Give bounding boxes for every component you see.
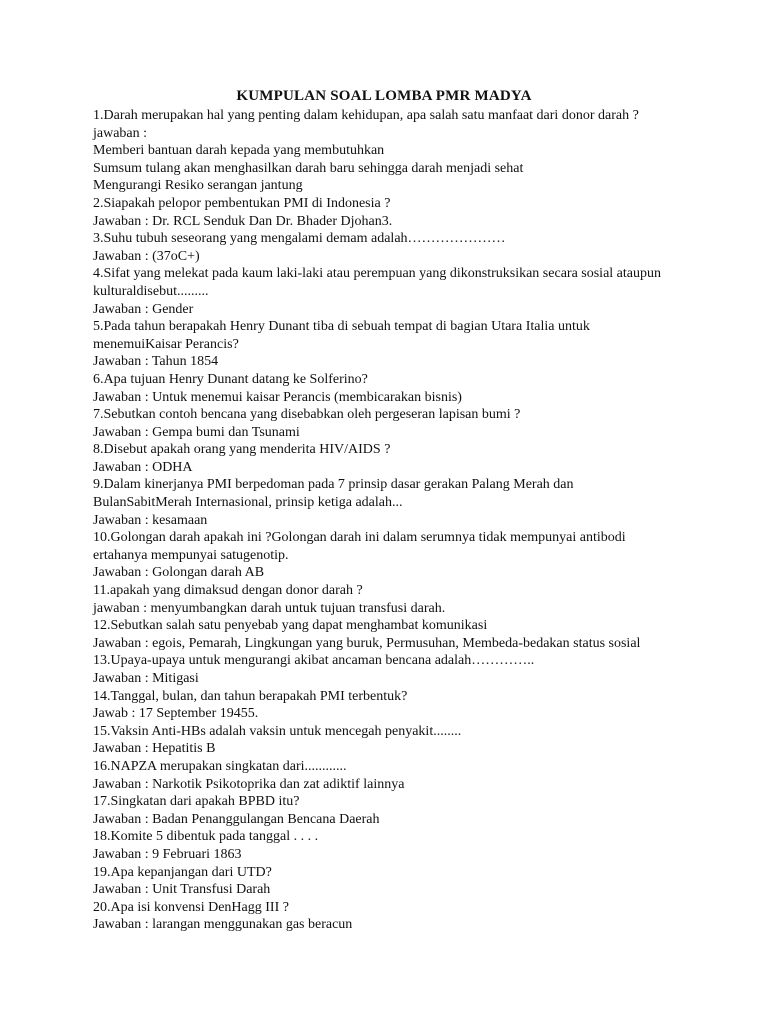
text-line: Jawaban : 9 Februari 1863 xyxy=(93,846,242,862)
text-line: menemuiKaisar Perancis? xyxy=(93,336,239,352)
text-line: 10.Golongan darah apakah ini ?Golongan darah ini dalam serumnya tidak mempunyai antibodi xyxy=(93,530,626,546)
text-line: 20.Apa isi konvensi DenHagg III ? xyxy=(93,899,289,915)
document-title: KUMPULAN SOAL LOMBA PMR MADYA xyxy=(236,88,532,104)
text-line: Jawaban : Tahun 1854 xyxy=(93,354,219,370)
text-line: 6.Apa tujuan Henry Dunant datang ke Solferino? xyxy=(93,371,368,387)
text-line: Jawaban : Narkotik Psikotoprika dan zat adiktif lainnya xyxy=(93,776,405,792)
text-line: 14.Tanggal, bulan, dan tahun berapakah PMI terbentuk? xyxy=(93,688,408,704)
text-line: Jawaban : Golongan darah AB xyxy=(93,565,265,581)
text-line: 16.NAPZA merupakan singkatan dari............ xyxy=(93,758,347,774)
text-line: Jawaban : Gender xyxy=(93,301,194,317)
text-line: 8.Disebut apakah orang yang menderita HIV/AIDS ? xyxy=(93,442,391,458)
text-line: Jawaban : Hepatitis B xyxy=(93,741,216,757)
text-line: Jawaban : larangan menggunakan gas beracun xyxy=(93,917,353,933)
text-line: ertahanya mempunyai satugenotip. xyxy=(93,547,289,563)
text-line: 15.Vaksin Anti-HBs adalah vaksin untuk mencegah penyakit........ xyxy=(93,723,462,739)
text-line: 2.Siapakah pelopor pembentukan PMI di Indonesia ? xyxy=(93,195,391,211)
text-line: 9.Dalam kinerjanya PMI berpedoman pada 7 prinsip dasar gerakan Palang Merah dan xyxy=(93,477,574,493)
text-line: Jawaban : egois, Pemarah, Lingkungan yang buruk, Permusuhan, Membeda-bedakan status sosial xyxy=(93,635,641,651)
text-line: 1.Darah merupakan hal yang penting dalam kehidupan, apa salah satu manfaat dari donor darah ? xyxy=(93,108,639,123)
text-line: 4.Sifat yang melekat pada kaum laki-laki atau perempuan yang dikonstruksikan secara sosial ataupun xyxy=(93,266,661,282)
text-line: 3.Suhu tubuh seseorang yang mengalami demam adalah………………… xyxy=(93,231,506,247)
text-line: Jawaban : Unit Transfusi Darah xyxy=(93,882,271,898)
text-line: Jawab : 17 September 19455. xyxy=(93,706,259,722)
text-line: Jawaban : ODHA xyxy=(93,459,193,475)
text-line: Mengurangi Resiko serangan jantung xyxy=(93,178,303,194)
text-line: kulturaldisebut......... xyxy=(93,283,209,299)
text-line: 18.Komite 5 dibentuk pada tanggal . . . . xyxy=(93,829,319,845)
text-line: Jawaban : Gempa bumi dan Tsunami xyxy=(93,424,300,440)
text-line: 13.Upaya-upaya untuk mengurangi akibat ancaman bencana adalah………….. xyxy=(93,653,535,669)
text-line: Jawaban : kesamaan xyxy=(93,512,208,528)
text-line: 5.Pada tahun berapakah Henry Dunant tiba di sebuah tempat di bagian Utara Italia untuk xyxy=(93,319,590,335)
text-line: 19.Apa kepanjangan dari UTD? xyxy=(93,864,272,880)
text-line: Jawaban : Dr. RCL Senduk Dan Dr. Bhader Djohan3. xyxy=(93,213,393,229)
text-line: 11.apakah yang dimaksud dengan donor darah ? xyxy=(93,583,363,599)
text-line: Jawaban : Mitigasi xyxy=(93,671,199,686)
text-line: BulanSabitMerah Internasional, prinsip ketiga adalah... xyxy=(93,495,403,511)
text-line: 7.Sebutkan contoh bencana yang disebabkan oleh pergeseran lapisan bumi ? xyxy=(93,407,521,423)
text-line: Jawaban : Untuk menemui kaisar Perancis (membicarakan bisnis) xyxy=(93,389,462,405)
text-line: jawaban : xyxy=(93,125,148,141)
text-line: jawaban : menyumbangkan darah untuk tujuan transfusi darah. xyxy=(93,600,446,616)
text-line: Jawaban : (37oC+) xyxy=(93,248,200,264)
text-line: Memberi bantuan darah kepada yang membutuhkan xyxy=(93,143,385,159)
text-line: 17.Singkatan dari apakah BPBD itu? xyxy=(93,794,300,810)
document-body xyxy=(93,107,683,934)
text-line: 12.Sebutkan salah satu penyebab yang dapat menghambat komunikasi xyxy=(93,618,488,634)
text-line: Sumsum tulang akan menghasilkan darah baru sehingga darah menjadi sehat xyxy=(93,160,524,176)
text-line: Jawaban : Badan Penanggulangan Bencana Daerah xyxy=(93,811,380,827)
